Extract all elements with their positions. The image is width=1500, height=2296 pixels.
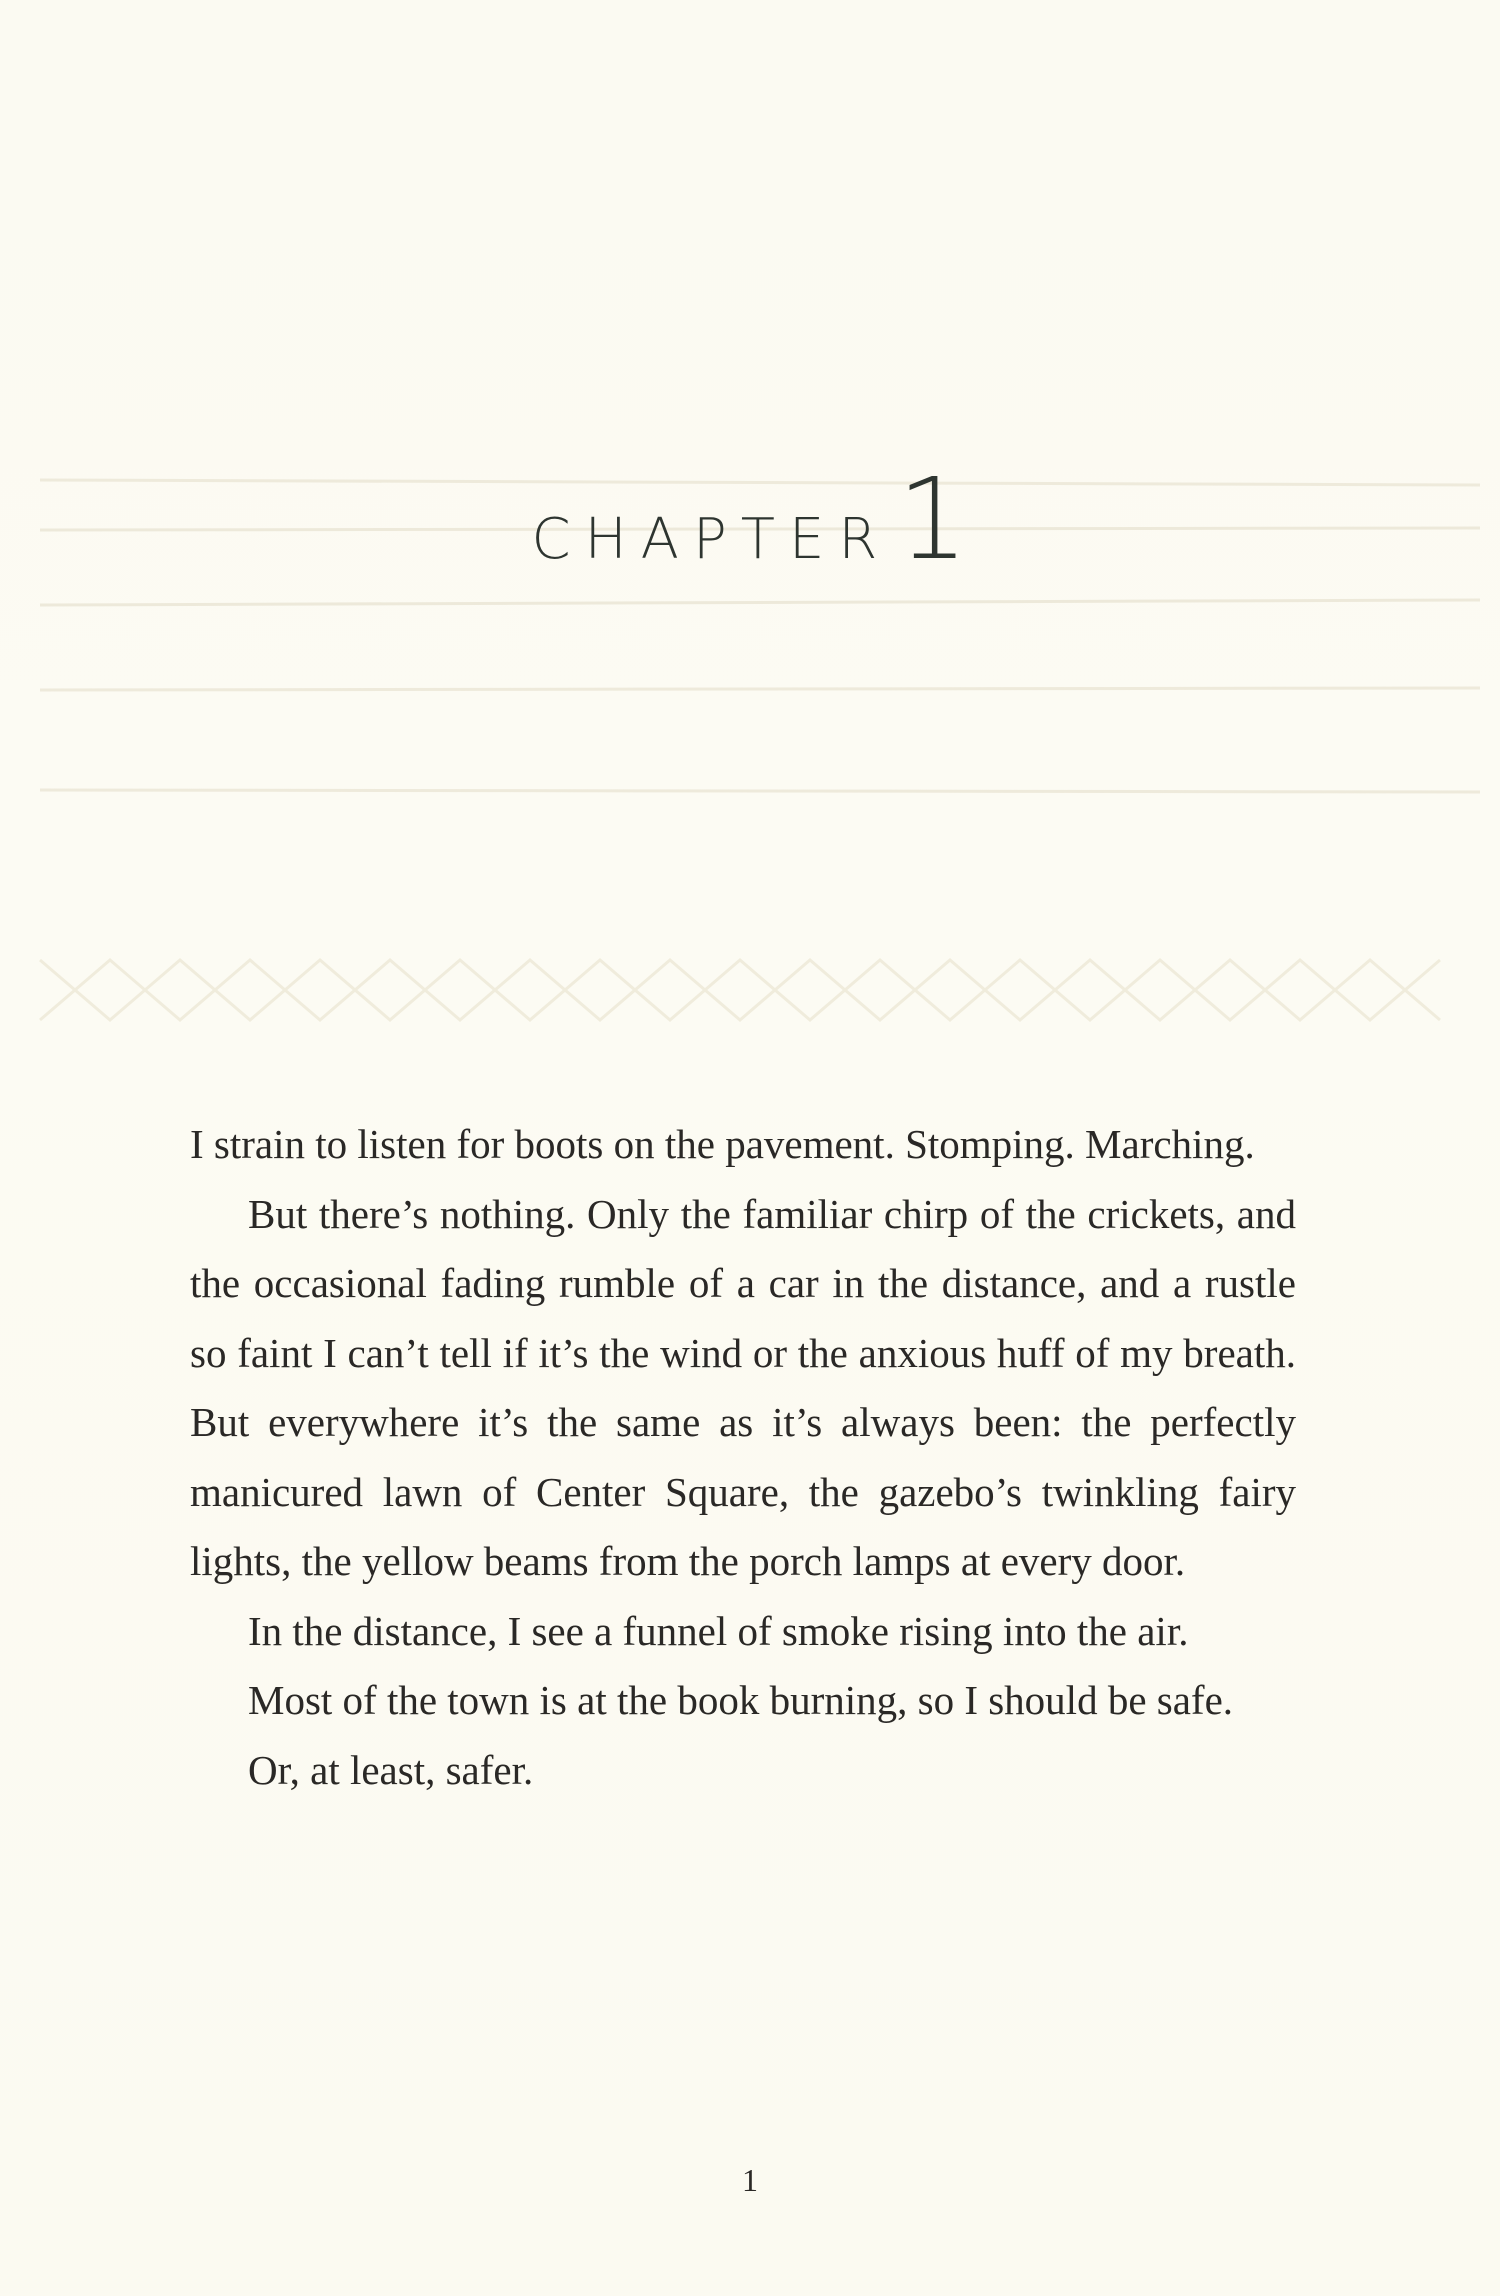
chapter-heading — [0, 455, 1500, 585]
paragraph: Or, at least, safer. — [248, 1746, 534, 1793]
paragraph: But there’s nothing. Only the familiar chirp of the crickets, and the occasional fading rumble of a car in the distance, and a rustle so faint I can’t tell if it’s the wind or the anxious huff of my breath. But everywhere it’s the same as it’s always been: the perfectly manicured lawn of Center Square, the gazebo’s twinkling fairy lights, the yellow beams from the porch lamps at every door. — [190, 1190, 1296, 1584]
chapter-number: 1 — [897, 455, 969, 585]
paragraph: Most of the town is at the book burning, so I should be safe. — [248, 1677, 1234, 1723]
paragraph: In the distance, I see a funnel of smoke rising into the air. — [248, 1607, 1189, 1654]
paragraph: I strain to listen for boots on the pavement. Stomping. Marching. — [190, 1121, 1255, 1167]
page-number: 1 — [742, 2162, 758, 2198]
chapter-body — [190, 1110, 1296, 1805]
chapter-label: CHAPTER — [531, 507, 892, 572]
